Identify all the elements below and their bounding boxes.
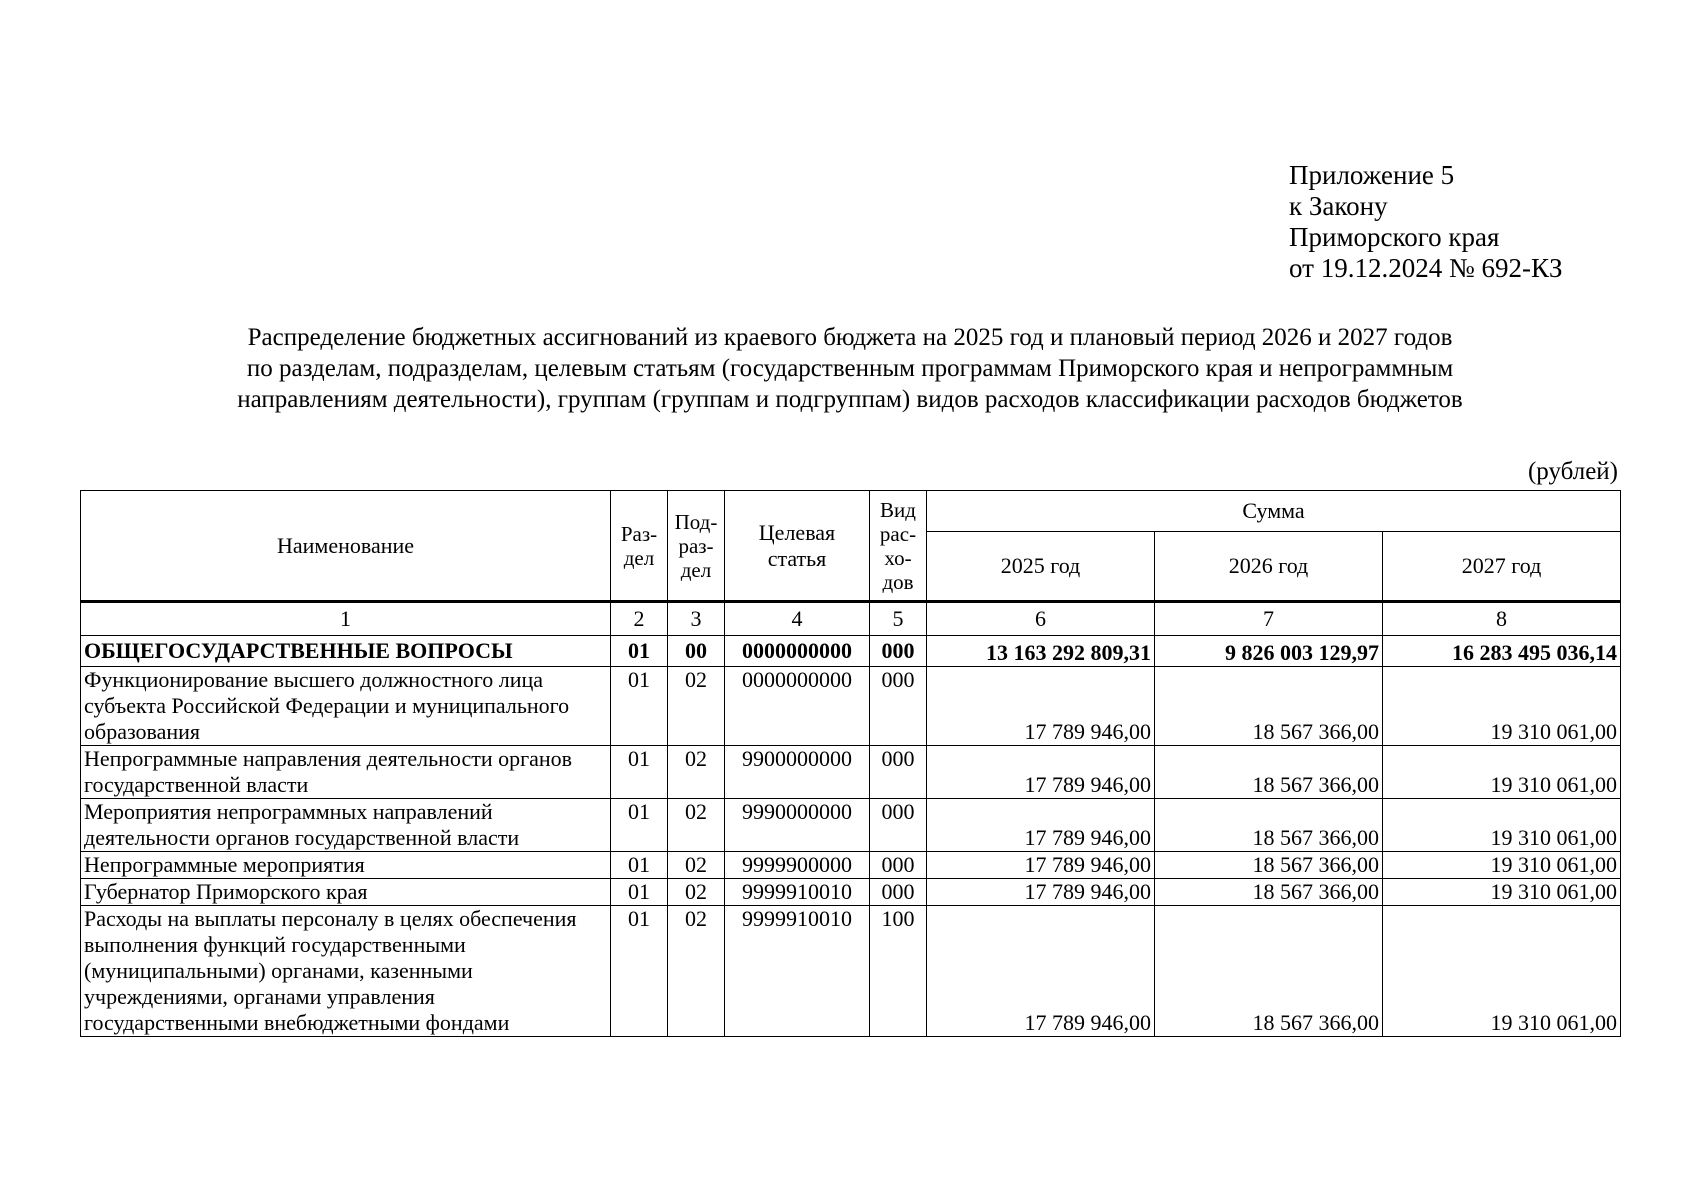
title-line: по разделам, подразделам, целевым статьям (государственным программам Приморского края и непрограммным xyxy=(246,355,1454,382)
row-amount-2027: 19 310 061,00 xyxy=(1383,906,1621,1037)
row-target: 9900000000 xyxy=(725,746,870,799)
header-name: Наименование xyxy=(81,491,611,602)
row-expense-type: 000 xyxy=(870,799,927,852)
column-number: 5 xyxy=(870,602,927,636)
table-row xyxy=(81,746,1621,799)
header-subsection xyxy=(668,491,725,602)
row-amount-2027: 16 283 495 036,14 xyxy=(1383,636,1621,667)
budget-table xyxy=(80,490,1621,1037)
row-name: Мероприятия непрограммных направлений деятельности органов государственной власти xyxy=(81,799,611,852)
row-amount-2027: 19 310 061,00 xyxy=(1383,879,1621,906)
column-number: 2 xyxy=(611,602,668,636)
row-subsection: 02 xyxy=(668,879,725,906)
column-number-row xyxy=(81,602,1621,636)
header-target-line: статья xyxy=(767,545,827,571)
row-target: 9999900000 xyxy=(725,852,870,879)
row-target: 9999910010 xyxy=(725,879,870,906)
row-amount-2027: 19 310 061,00 xyxy=(1383,799,1621,852)
header-expense-type-line: хо- xyxy=(884,545,912,570)
row-subsection: 02 xyxy=(668,852,725,879)
appendix-line: к Закону xyxy=(1289,191,1388,221)
table-row xyxy=(81,852,1621,879)
row-section: 01 xyxy=(611,799,668,852)
column-number: 8 xyxy=(1383,602,1621,636)
header-expense-type-line: рас- xyxy=(879,521,917,546)
row-subsection: 02 xyxy=(668,906,725,1037)
row-amount-2027: 19 310 061,00 xyxy=(1383,746,1621,799)
title-line: Распределение бюджетных ассигнований из краевого бюджета на 2025 год и плановый период 2026 и 2027 годов xyxy=(247,324,1453,351)
column-number: 7 xyxy=(1155,602,1383,636)
row-amount-2027: 19 310 061,00 xyxy=(1383,852,1621,879)
header-target xyxy=(725,491,870,602)
row-section: 01 xyxy=(611,879,668,906)
row-amount-2025: 17 789 946,00 xyxy=(927,667,1155,746)
row-amount-2025: 17 789 946,00 xyxy=(927,799,1155,852)
row-target: 9999910010 xyxy=(725,906,870,1037)
row-name: ОБЩЕГОСУДАРСТВЕННЫЕ ВОПРОСЫ xyxy=(81,636,611,667)
column-number: 6 xyxy=(927,602,1155,636)
row-name: Расходы на выплаты персоналу в целях обеспечения выполнения функций государственными (муниципальными) органами, казенными учреждениями, органами управления государственными внебюджетными фондами xyxy=(81,906,611,1037)
row-subsection: 02 xyxy=(668,799,725,852)
row-amount-2026: 18 567 366,00 xyxy=(1155,799,1383,852)
row-section: 01 xyxy=(611,852,668,879)
header-year-2027: 2027 год xyxy=(1383,532,1621,602)
table-row xyxy=(81,906,1621,1037)
row-subsection: 00 xyxy=(668,636,725,667)
header-target-line: Целевая xyxy=(758,519,836,545)
header-year-2025: 2025 год xyxy=(927,532,1155,602)
row-expense-type: 000 xyxy=(870,636,927,667)
table-row xyxy=(81,879,1621,906)
header-subsection-line: Под- xyxy=(674,509,718,534)
row-amount-2025: 17 789 946,00 xyxy=(927,852,1155,879)
row-target: 9990000000 xyxy=(725,799,870,852)
header-subsection-line: раз- xyxy=(678,533,714,558)
table-row xyxy=(81,799,1621,852)
row-amount-2026: 18 567 366,00 xyxy=(1155,906,1383,1037)
row-amount-2025: 17 789 946,00 xyxy=(927,879,1155,906)
table-row xyxy=(81,636,1621,667)
row-expense-type: 000 xyxy=(870,852,927,879)
row-expense-type: 100 xyxy=(870,906,927,1037)
header-sum: Сумма xyxy=(927,491,1621,532)
row-amount-2025: 13 163 292 809,31 xyxy=(927,636,1155,667)
appendix-line: от 19.12.2024 № 692-КЗ xyxy=(1289,253,1563,283)
table-header xyxy=(81,491,1621,602)
row-amount-2026: 9 826 003 129,97 xyxy=(1155,636,1383,667)
header-subsection-line: дел xyxy=(680,557,712,582)
row-amount-2025: 17 789 946,00 xyxy=(927,746,1155,799)
row-target: 0000000000 xyxy=(725,636,870,667)
row-name: Функционирование высшего должностного лица субъекта Российской Федерации и муниципального образования xyxy=(81,667,611,746)
row-name: Непрограммные мероприятия xyxy=(81,852,611,879)
column-number: 3 xyxy=(668,602,725,636)
row-amount-2026: 18 567 366,00 xyxy=(1155,852,1383,879)
row-amount-2026: 18 567 366,00 xyxy=(1155,879,1383,906)
row-subsection: 02 xyxy=(668,746,725,799)
header-section-line: Раз- xyxy=(620,521,658,546)
appendix-reference xyxy=(1289,160,1562,284)
row-amount-2027: 19 310 061,00 xyxy=(1383,667,1621,746)
row-amount-2025: 17 789 946,00 xyxy=(927,906,1155,1037)
header-year-2026: 2026 год xyxy=(1155,532,1383,602)
header-section-line: дел xyxy=(623,545,655,570)
row-section: 01 xyxy=(611,636,668,667)
document-title xyxy=(80,322,1620,415)
row-subsection: 02 xyxy=(668,667,725,746)
row-expense-type: 000 xyxy=(870,746,927,799)
row-expense-type: 000 xyxy=(870,667,927,746)
row-section: 01 xyxy=(611,906,668,1037)
header-expense-type xyxy=(870,491,927,602)
column-number: 4 xyxy=(725,602,870,636)
appendix-line: Приложение 5 xyxy=(1289,160,1455,190)
header-section xyxy=(611,491,668,602)
header-expense-type-line: Вид xyxy=(880,497,916,522)
title-line: направлениям деятельности), группам (группам и подгруппам) видов расходов классификации расходов бюджетов xyxy=(237,386,1463,413)
units-label: (рублей) xyxy=(1527,458,1618,485)
row-name: Непрограммные направления деятельности органов государственной власти xyxy=(81,746,611,799)
row-target: 0000000000 xyxy=(725,667,870,746)
row-expense-type: 000 xyxy=(870,879,927,906)
row-amount-2026: 18 567 366,00 xyxy=(1155,746,1383,799)
appendix-line: Приморского края xyxy=(1289,222,1500,252)
column-number: 1 xyxy=(81,602,611,636)
table-row xyxy=(81,667,1621,746)
row-amount-2026: 18 567 366,00 xyxy=(1155,667,1383,746)
row-section: 01 xyxy=(611,746,668,799)
header-expense-type-line: дов xyxy=(882,569,914,594)
row-name: Губернатор Приморского края xyxy=(81,879,611,906)
row-section: 01 xyxy=(611,667,668,746)
